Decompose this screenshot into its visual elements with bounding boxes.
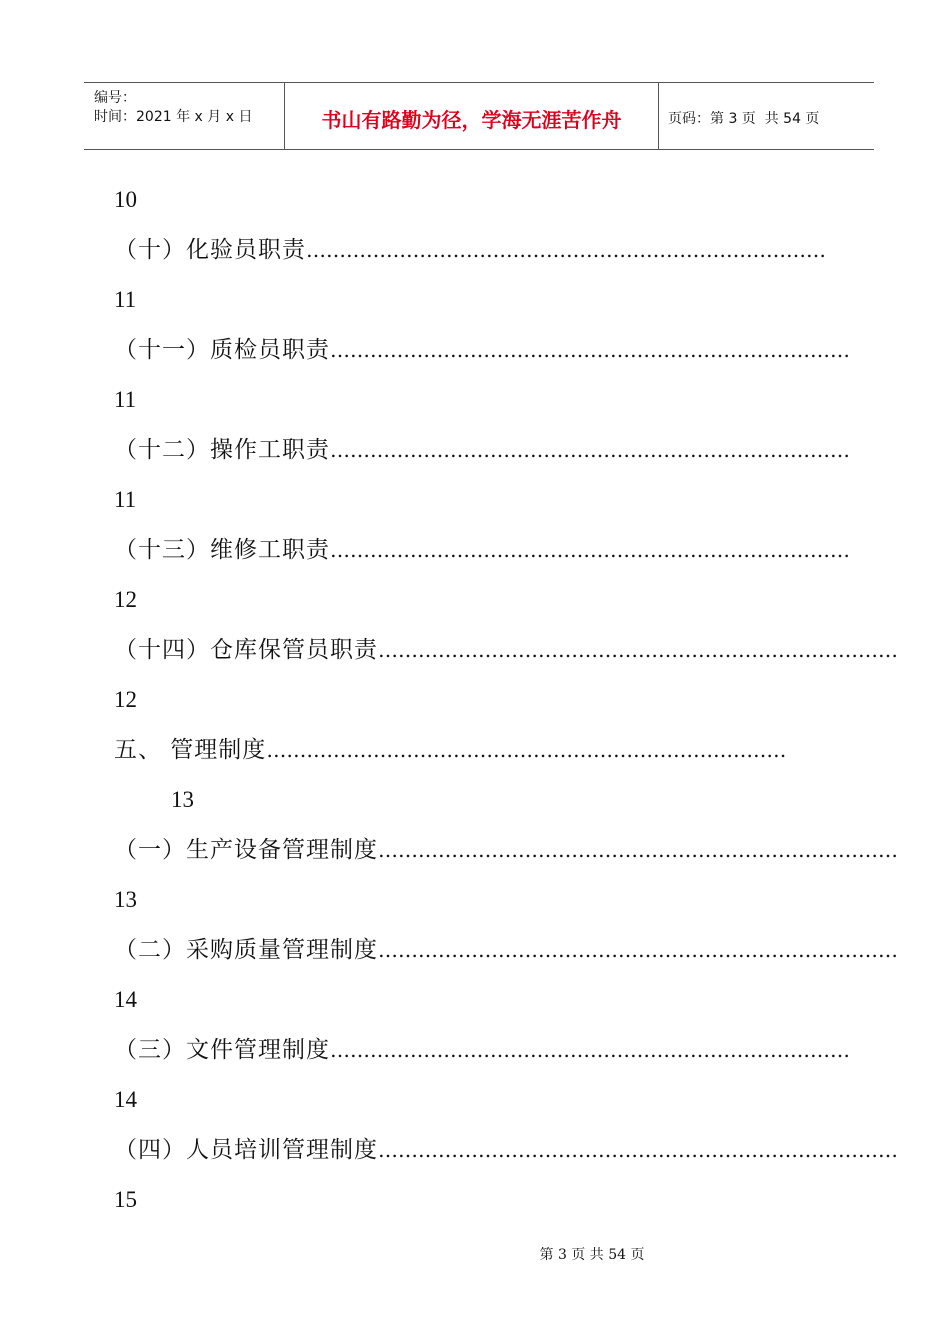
header-meta-cell xyxy=(84,83,285,149)
toc-leader-dots: …………………………………………………………………… xyxy=(266,738,787,762)
toc-page-number: 13 xyxy=(171,787,194,812)
toc-entry-title: （十四）仓库保管员职责 xyxy=(114,637,378,663)
toc-entry-title: （二）采购质量管理制度 xyxy=(114,937,378,963)
motto-text: 书山有路勤为径，学海无涯苦作舟 xyxy=(321,107,622,132)
toc-entry-title: （十二）操作工职责 xyxy=(114,437,330,463)
toc-entry xyxy=(114,1125,898,1175)
toc-entry-title: （三）文件管理制度 xyxy=(114,1037,330,1063)
toc-page-number: 14 xyxy=(114,987,137,1012)
toc-entry xyxy=(114,625,898,675)
toc-entry-title: （一）生产设备管理制度 xyxy=(114,837,378,863)
toc-entry-title: （十三）维修工职责 xyxy=(114,537,330,563)
toc-page-number: 12 xyxy=(114,687,137,712)
serial-number-label: 编号： xyxy=(94,90,136,106)
date-label: 时间：2021 年 x 月 x 日 xyxy=(94,109,253,125)
toc-page-number: 13 xyxy=(114,887,137,912)
toc-leader-dots: …………………………………………………………………… xyxy=(330,338,850,362)
toc-entry xyxy=(114,525,850,575)
toc-entry xyxy=(114,425,850,475)
page-info: 页码：第 3 页 共 54 页 xyxy=(668,111,820,127)
toc-entry xyxy=(114,325,850,375)
toc-leader-dots: …………………………………………………………………… xyxy=(330,438,850,462)
toc-page-number: 12 xyxy=(114,587,137,612)
toc-entry-title: （十一）质检员职责 xyxy=(114,337,330,363)
page-footer xyxy=(0,1244,950,1264)
toc-leader-dots: …………………………………………………………………… xyxy=(306,238,826,262)
toc-leader-dots: …………………………………………………………………… xyxy=(378,838,898,862)
toc-entry xyxy=(114,925,898,975)
toc-leader-dots: …………………………………………………………………… xyxy=(378,638,898,662)
toc-entry-title: （十）化验员职责 xyxy=(114,237,306,263)
header-motto-cell xyxy=(285,83,659,149)
toc-page-number: 11 xyxy=(114,287,137,312)
toc-page-number: 11 xyxy=(114,387,137,412)
toc-leader-dots: …………………………………………………………………… xyxy=(378,938,898,962)
toc-page-number: 11 xyxy=(114,487,137,512)
toc-leader-dots: …………………………………………………………………… xyxy=(330,1038,850,1062)
toc-entry xyxy=(114,1025,850,1075)
toc-entry-title: （四）人员培训管理制度 xyxy=(114,1137,378,1163)
toc-page-number: 14 xyxy=(114,1087,137,1112)
table-of-contents xyxy=(114,175,898,1225)
toc-leader-dots: …………………………………………………………………… xyxy=(330,538,850,562)
toc-entry xyxy=(114,825,898,875)
toc-entry-title: 五、 管理制度 xyxy=(114,737,267,763)
document-header xyxy=(84,82,874,150)
toc-entry xyxy=(114,225,844,275)
toc-page-number: 10 xyxy=(114,187,137,212)
header-page-cell xyxy=(659,83,874,149)
toc-page-number: 15 xyxy=(114,1187,137,1212)
toc-leader-dots: …………………………………………………………………… xyxy=(378,1138,898,1162)
toc-entry xyxy=(114,725,844,775)
footer-page-number: 第 3 页 共 54 页 xyxy=(539,1247,645,1263)
